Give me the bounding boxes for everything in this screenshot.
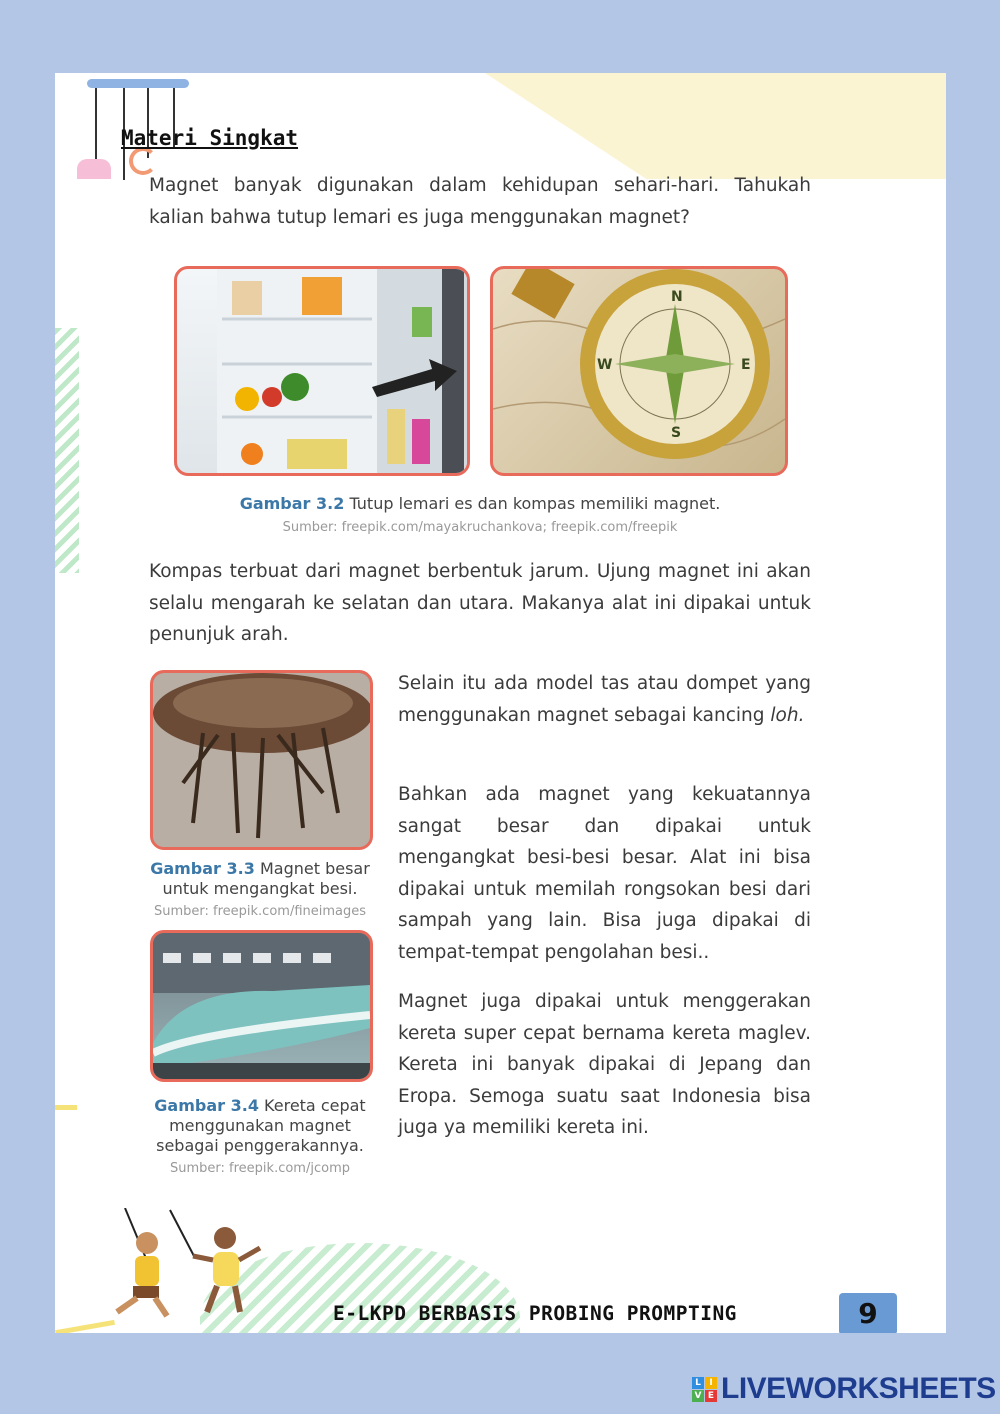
fridge-photo	[174, 266, 470, 476]
figure-3-4-source: Sumber: freepik.com/jcomp	[170, 1161, 350, 1176]
compass-letter-s: S	[671, 425, 682, 441]
figure-3-2-source: Sumber: freepik.com/mayakruchankova; freepik.com/freepik	[282, 520, 678, 535]
liveworksheets-brand[interactable]	[692, 1372, 996, 1406]
figure-3-3-label: Gambar 3.3	[150, 859, 255, 878]
maglev-paragraph: Magnet juga dipakai untuk menggerakan kereta super cepat bernama kereta maglev. Kereta ini banyak dipakai di Jepang dan Eropa. Semoga suatu saat Indonesia bisa juga ya memiliki kereta ini.	[398, 991, 811, 1138]
compass-letter-e: E	[741, 357, 751, 373]
figure-3-4-caption-text: Kereta cepat menggunakan magnet sebagai penggerakannya.	[156, 1096, 366, 1155]
figure-3-2-caption	[149, 494, 811, 514]
decorative-stripes-left	[55, 328, 79, 573]
footer-label: E-LKPD BERBASIS PROBING PROMPTING	[333, 1302, 737, 1325]
maglev-train-photo	[150, 930, 373, 1082]
figure-3-2-label: Gambar 3.2	[239, 494, 345, 513]
figure-3-3-caption-text: Magnet besar untuk mengangkat besi.	[162, 859, 370, 898]
bag-paragraph-text: Selain itu ada model tas atau dompet yang menggunakan magnet sebagai kancing	[398, 673, 811, 726]
logo-letter-l: L	[692, 1377, 704, 1389]
figure-3-3-source: Sumber: freepik.com/fineimages	[153, 904, 367, 919]
maglev-train-illustration	[153, 933, 370, 1079]
figure-3-4-caption	[145, 1096, 375, 1156]
liveworksheets-logo-icon	[692, 1377, 717, 1402]
compass-letter-n: N	[671, 289, 683, 305]
figure-3-2-caption-text: Tutup lemari es dan kompas memiliki magnet.	[349, 494, 721, 513]
crane-magnet-photo	[150, 670, 373, 850]
decorative-yellow-corner	[485, 73, 946, 179]
figure-3-4-label: Gambar 3.4	[154, 1096, 259, 1115]
page-number-badge: 9	[839, 1293, 897, 1333]
intro-paragraph: Magnet banyak digunakan dalam kehidupan sehari-hari. Tahukah kalian bahwa tutup lemari es juga menggunakan magnet?	[149, 175, 811, 228]
decorative-yellow-line	[55, 1105, 77, 1110]
crane-magnet-illustration	[153, 673, 370, 847]
compass-paragraph: Kompas terbuat dari magnet berbentuk jarum. Ujung magnet ini akan selalu mengarah ke selatan dan utara. Makanya alat ini dipakai untuk penunjuk arah.	[149, 561, 811, 645]
logo-letter-v: V	[692, 1390, 704, 1402]
decorative-yellow-line	[55, 1320, 115, 1333]
section-title: Materi Singkat	[121, 126, 299, 150]
fridge-illustration	[177, 269, 467, 473]
logo-letter-i: I	[705, 1377, 717, 1389]
compass-illustration	[493, 269, 785, 473]
kids-flying-kite-illustration	[105, 1208, 275, 1318]
figure-3-3-caption	[145, 859, 375, 899]
worksheet-page	[55, 73, 946, 1333]
liveworksheets-brand-text: LIVEWORKSHEETS	[721, 1372, 996, 1405]
crane-paragraph: Bahkan ada magnet yang kekuatannya sangat besar dan dipakai untuk mengangkat besi-besi besar. Alat ini bisa dipakai untuk memilah rongsokan besi dari sampah yang lain. Bisa juga dipakai di tempat-tempat pengolahan besi..	[398, 784, 811, 963]
compass-letter-w: W	[597, 357, 613, 373]
bag-paragraph-emphasis: loh.	[770, 704, 805, 726]
compass-photo	[490, 266, 788, 476]
logo-letter-e: E	[705, 1390, 717, 1402]
bag-paragraph	[398, 668, 811, 731]
